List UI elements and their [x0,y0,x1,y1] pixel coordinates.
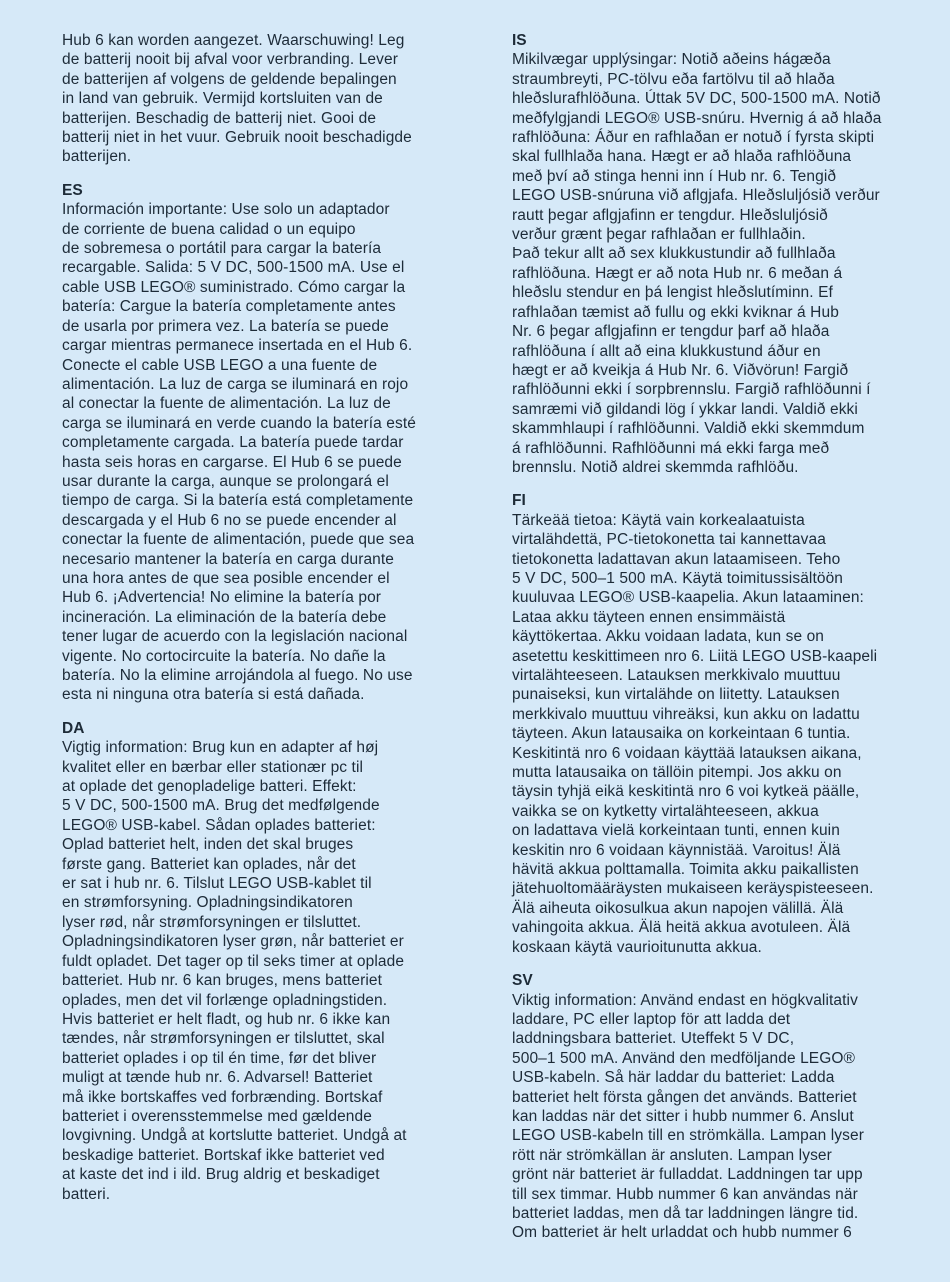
text-line: necesario mantener la batería en carga durante [62,550,395,568]
section-is [512,31,922,477]
text-line: usar durante la carga, aunque se prolongará el [62,472,389,490]
text-line: Lataa akku täyteen ennen ensimmäistä [512,608,786,626]
language-heading-fi: FI [512,492,526,510]
text-line: de corriente de buena calidad o un equipo [62,220,356,238]
text-line: rafhlöðunni ekki í sorpbrennslu. Fargið rafhlöðunni í [512,381,871,399]
section-da [62,719,472,1204]
text-line: samræmi við gildandi lög í ykkar landi. Valdið ekki [512,400,858,418]
text-line: de sobremesa o portátil para cargar la batería [62,240,382,258]
text-line: beskadige batteriet. Bortskaf ikke batteriet ved [62,1146,385,1164]
text-line: batteriet. Hub nr. 6 kan bruges, mens batteriet [62,972,383,990]
text-line: rautt þegar aflgjafinn er tengdur. Hleðsluljósið [512,206,828,224]
text-line: lyser rød, når strømforsyningen er tilsluttet. [62,913,362,931]
text-line: með því að stinga henni inn í Hub nr. 6. Tengið [512,167,837,185]
text-line: grönt när batteriet är fulladdat. Laddningen tar upp [512,1166,863,1184]
text-line: Það tekur allt að sex klukkustundir að fullhlaða [512,245,836,263]
text-line: brennslu. Notið aldrei skemmda rafhlöðu. [512,458,799,476]
text-line: batterijen. [62,148,132,166]
text-line: Tärkeää tietoa: Käytä vain korkealaatuista [512,511,805,529]
text-line: Hub 6. ¡Advertencia! No elimine la batería por [62,589,382,607]
text-line: en strømforsyning. Opladningsindikatoren [62,894,353,912]
language-heading-sv: SV [512,972,533,990]
text-line: completamente cargada. La batería puede tardar [62,434,404,452]
text-line: Hvis batteriet er helt fladt, og hub nr. 6 ikke kan [62,1010,391,1028]
text-line: virtalähdettä, PC-tietokonetta tai kannettavaa [512,531,826,549]
text-line: skammhlaupi í rafhlöðunni. Valdið ekki skemmdum [512,420,865,438]
text-line: al conectar la fuente de alimentación. La luz de [62,395,391,413]
text-line: rafhlöðuna: Áður en rafhlaðan er notuð í fyrsta skipti [512,129,875,147]
text-line: meðfylgjandi LEGO® USB-snúru. Hvernig á að hlaða [512,109,882,127]
text-line: LEGO USB-snúruna við aflgjafa. Hleðsluljósið verður [512,187,880,205]
text-line: hävitä akkua polttamalla. Toimita akku paikallisten [512,861,859,879]
text-line: LEGO® USB-kabel. Sådan oplades batteriet: [62,816,376,834]
text-line: kan laddas när det sitter i hubb nummer 6. Anslut [512,1107,854,1125]
text-line: 500–1 500 mA. Använd den medföljande LEGO® [512,1049,856,1067]
text-line: Mikilvægar upplýsingar: Notið aðeins hágæða [512,51,831,69]
text-line: vigente. No cortocircuite la batería. No dañe la [62,647,386,665]
text-line: rafhlöðuna. Hægt er að nota Hub nr. 6 meðan á [512,264,843,282]
text-line: laddare, PC eller laptop för att ladda det [512,1010,791,1028]
text-line: første gang. Batteriet kan oplades, når det [62,855,356,873]
text-line: at kaste det ind i ild. Brug aldrig et beskadiget [62,1166,380,1184]
text-line: täyteen. Akun latausaika on korkeintaan 6 tuntia. [512,725,851,743]
text-line: de usarla por primera vez. La batería se puede [62,317,389,335]
text-line: Keskitintä nro 6 voidaan käyttää latauksen aikana, [512,744,862,762]
text-line: tændes, når strømforsyningen er tilsluttet, skal [62,1030,385,1048]
text-line: batteriet oplades i op til én time, før det bliver [62,1049,377,1067]
text-line: rafhlaðan tæmist að fullu og ekki kviknar á Hub [512,303,839,321]
text-line: Vigtig information: Brug kun en adapter af høj [62,739,379,757]
text-line: keskitin nro 6 voidaan käynnistää. Varoitus! Älä [512,841,841,859]
section-sv [512,971,922,1243]
text-line: incineración. La eliminación de la batería debe [62,608,387,626]
text-line: conectar la fuente de alimentación, puede que sea [62,531,415,549]
text-line: Nr. 6 þegar aflgjafinn er tengdur þarf að hlaða [512,323,830,341]
text-line: cable USB LEGO® suministrado. Cómo cargar la [62,278,406,296]
text-line: tiempo de carga. Si la batería está completamente [62,492,414,510]
section-fi [512,491,922,957]
text-line: fuldt opladet. Det tager op til seks timer at oplade [62,952,405,970]
text-line: merkkivalo muuttuu vihreäksi, kun akku on ladattu [512,705,860,723]
text-line: 5 V DC, 500-1500 mA. Brug det medfølgende [62,797,380,815]
text-line: er sat i hub nr. 6. Tilslut LEGO USB-kablet til [62,875,372,893]
text-line: kvalitet eller en bærbar eller stationær pc til [62,758,364,776]
text-line: täysin tyhjä eikä keskitintä nro 6 voi kytkeä päälle, [512,783,860,801]
text-line: cargar mientras permanece insertada en el Hub 6. [62,337,413,355]
text-line: skal fullhlaða hana. Hægt er að hlaða rafhlöðuna [512,148,852,166]
text-line: batteriet i overensstemmelse med gældende [62,1107,372,1125]
text-line: straumbreyti, PC-tölvu eða fartölvu til að hlaða [512,70,835,88]
text-line: Información importante: Use solo un adaptador [62,201,390,219]
text-line: må ikke bortskaffes ved forbrænding. Bortskaf [62,1088,383,1106]
text-line: jätehuoltomääräysten mukaiseen keräyspisteeseen. [512,880,874,898]
text-line: Oplad batteriet helt, inden det skal bruges [62,836,354,854]
text-line: kuuluvaa LEGO® USB-kaapelia. Akun lataaminen: [512,589,864,607]
text-line: Om batteriet är helt urladdat och hubb nummer 6 [512,1224,852,1242]
text-line: batteri. [62,1185,111,1203]
text-line: rafhlöðuna í allt að eina klukkustund áður en [512,342,821,360]
text-line: de batterijen af volgens de geldende bepalingen [62,70,397,88]
text-line: Viktig information: Använd endast en högkvalitativ [512,991,858,1009]
text-line: batería. No la elimine arrojándola al fuego. No use [62,667,413,684]
text-line: Älä aiheuta oikosulkua akun napojen välillä. Älä [512,899,844,917]
text-line: carga se iluminará en verde cuando la batería esté [62,414,416,432]
text-line: mutta latausaika on tällöin pitempi. Jos akku on [512,764,842,782]
left-column [62,31,472,1243]
text-line: vaikka se on kytketty virtalähteeseen, akkua [512,802,819,820]
text-line: lovgivning. Undgå at kortslutte batteriet. Undgå at [62,1127,407,1145]
right-column [512,31,922,1243]
text-line: muligt at tænde hub nr. 6. Advarsel! Batteriet [62,1069,373,1087]
text-line: esta ni ninguna otra batería si está dañada. [62,686,365,704]
text-line: virtalähteeseen. Latauksen merkkivalo muuttuu [512,667,841,684]
language-heading-da: DA [62,719,85,737]
text-line: hleðslurafhlöðuna. Úttak 5V DC, 500-1500 mA. Notið [512,90,881,108]
text-line: Opladningsindikatoren lyser grøn, når batteriet er [62,933,404,951]
text-line: batteriet helt första gången det används. Batteriet [512,1088,857,1106]
text-line: 5 V DC, 500–1 500 mA. Käytä toimitussisältöön [512,569,844,587]
text-line: on ladattava vielä korkeintaan tunti, ennen kuin [512,822,840,840]
text-line: batería: Cargue la batería completamente antes [62,298,396,316]
text-line: batterij niet in het vuur. Gebruik nooit beschadigde [62,129,412,147]
language-heading-is: IS [512,32,527,49]
text-line: käyttökertaa. Akku voidaan ladata, kun se on [512,628,825,646]
text-line: laddningsbara batteriet. Uteffekt 5 V DC, [512,1030,795,1048]
text-line: Hub 6 kan worden aangezet. Waarschuwing! Leg [62,32,405,49]
text-line: batterijen. Beschadig de batterij niet. Gooi de [62,109,377,127]
text-line: descargada y el Hub 6 no se puede encender al [62,511,397,529]
section-nl-continued [62,31,472,167]
text-line: USB-kabeln. Så här laddar du batteriet: Ladda [512,1069,835,1087]
text-line: in land van gebruik. Vermijd kortsluiten van de [62,90,383,108]
text-line: asetettu keskittimeen nro 6. Liitä LEGO USB-kaapeli [512,647,878,665]
text-line: koskaan käytä vaurioitunutta akkua. [512,938,762,956]
text-line: LEGO USB-kabeln till en strömkälla. Lampan lyser [512,1127,864,1145]
section-es [62,181,472,705]
text-line: hægt er að kveikja á Hub Nr. 6. Viðvörun! Fargið [512,361,849,379]
text-line: oplades, men det vil forlænge opladningstiden. [62,991,388,1009]
text-line: alimentación. La luz de carga se iluminará en rojo [62,375,409,393]
text-line: vahingoita akkua. Älä heitä akkua avotuleen. Älä [512,919,851,937]
text-line: á rafhlöðunni. Rafhlöðunni má ekki farga með [512,439,830,457]
text-line: recargable. Salida: 5 V DC, 500-1500 mA. Use el [62,259,405,277]
text-line: de batterij nooit bij afval voor verbranding. Lever [62,51,398,69]
text-line: at oplade det genopladelige batteri. Effekt: [62,778,357,796]
text-line: punaiseksi, kun virtalähde on liitetty. Latauksen [512,686,840,704]
text-line: batteriet laddas, men då tar laddningen längre tid. [512,1204,859,1222]
text-line: Conecte el cable USB LEGO a una fuente de [62,356,378,374]
text-line: hleðslu stendur en þá lengist hleðslutíminn. Ef [512,284,833,302]
language-heading-es: ES [62,181,83,199]
text-line: tener lugar de acuerdo con la legislación nacional [62,628,408,646]
text-line: rött när strömkällan är ansluten. Lampan lyser [512,1146,832,1164]
text-line: una hora antes de que sea posible encender el [62,569,390,587]
text-line: verður grænt þegar rafhlaðan er fullhlaðin. [512,226,806,244]
text-line: hasta seis horas en cargarse. El Hub 6 se puede [62,453,402,471]
text-columns [62,31,920,1243]
text-line: tietokonetta ladattavan akun lataamiseen. Teho [512,550,841,568]
text-line: till sex timmar. Hubb nummer 6 kan användas när [512,1185,858,1203]
